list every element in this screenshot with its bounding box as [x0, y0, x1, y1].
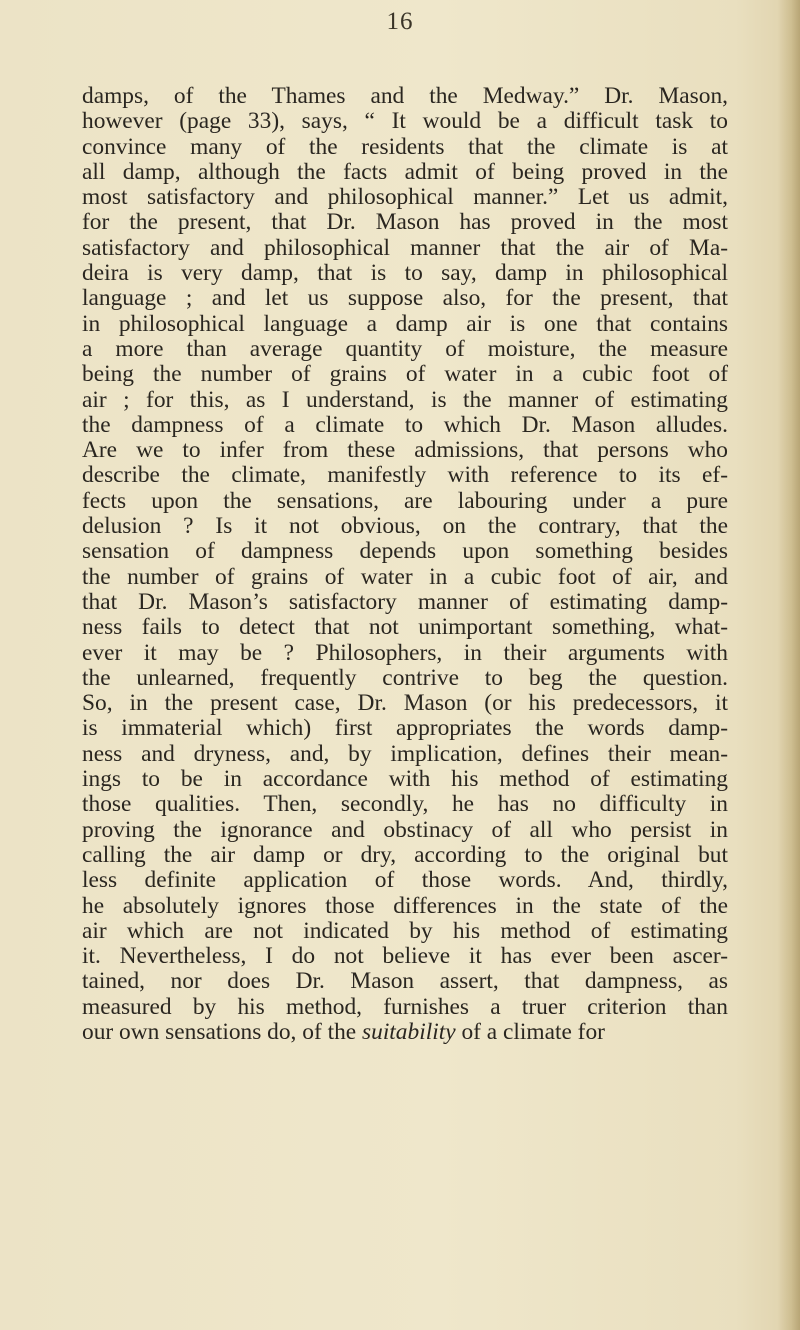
text-line: fects upon the sensations, are labouring under a pure [82, 487, 728, 514]
text-line: ings to be in accordance with his method of estimating [82, 766, 728, 793]
text-segment: of a climate for [455, 1018, 605, 1045]
text-line: air which are not indicated by his method of estimating [82, 917, 728, 944]
text-line: those qualities. Then, secondly, he has no difficulty in [82, 791, 728, 818]
text-line: however (page 33), says, “ It would be a difficult task to [82, 108, 728, 135]
page-edge-shadow [778, 0, 800, 1330]
text-line: language ; and let us suppose also, for the present, that [82, 285, 728, 312]
text-line: proving the ignorance and obstinacy of all who persist in [82, 816, 728, 843]
text-line-last [82, 1020, 728, 1045]
text-line: ness fails to detect that not unimportant something, what- [82, 614, 728, 641]
text-line: measured by his method, furnishes a truer criterion than [82, 993, 728, 1020]
italic-word: suitability [362, 1018, 456, 1045]
text-line: less definite application of those words. And, thirdly, [82, 867, 728, 894]
text-line: convince many of the residents that the climate is at [82, 133, 728, 160]
text-line: describe the climate, manifestly with reference to its ef- [82, 462, 728, 489]
text-line: deira is very damp, that is to say, damp in philosophical [82, 260, 728, 287]
text-line: a more than average quantity of moisture, the measure [82, 335, 728, 362]
text-line: sensation of dampness depends upon something besides [82, 538, 728, 565]
text-segment: our own sensations do, of the [82, 1018, 363, 1045]
text-line: most satisfactory and philosophical manner.” Let us admit, [82, 184, 728, 211]
text-line: being the number of grains of water in a cubic foot of [82, 361, 728, 388]
text-line: for the present, that Dr. Mason has proved in the most [82, 209, 728, 236]
text-line: the unlearned, frequently contrive to beg the question. [82, 664, 728, 691]
text-line: the number of grains of water in a cubic foot of air, and [82, 563, 728, 590]
text-line: all damp, although the facts admit of being proved in the [82, 158, 728, 185]
page-number: 16 [386, 8, 414, 35]
text-line: delusion ? Is it not obvious, on the contrary, that the [82, 513, 728, 540]
text-line: is immaterial which) first appropriates the words damp- [82, 715, 728, 742]
text-line: it. Nevertheless, I do not believe it has ever been ascer- [82, 943, 728, 970]
text-line: damps, of the Thames and the Medway.” Dr. Mason, [82, 83, 728, 109]
text-line: Are we to infer from these admissions, that persons who [82, 437, 728, 464]
text-line: the dampness of a climate to which Dr. Mason alludes. [82, 411, 728, 438]
text-line: tained, nor does Dr. Mason assert, that dampness, as [82, 968, 728, 995]
text-line: ever it may be ? Philosophers, in their arguments with [82, 639, 728, 666]
body-text [82, 84, 728, 1045]
text-line: satisfactory and philosophical manner that the air of Ma- [82, 234, 728, 261]
text-line: that Dr. Mason’s satisfactory manner of estimating damp- [82, 588, 728, 615]
text-line: air ; for this, as I understand, is the manner of estimating [82, 386, 728, 413]
text-line: calling the air damp or dry, according to the original but [82, 841, 728, 868]
text-line: ness and dryness, and, by implication, defines their mean- [82, 740, 728, 767]
text-line: So, in the present case, Dr. Mason (or his predecessors, it [82, 690, 728, 717]
text-line: in philosophical language a damp air is one that contains [82, 310, 728, 337]
text-line: he absolutely ignores those differences in the state of the [82, 892, 728, 919]
